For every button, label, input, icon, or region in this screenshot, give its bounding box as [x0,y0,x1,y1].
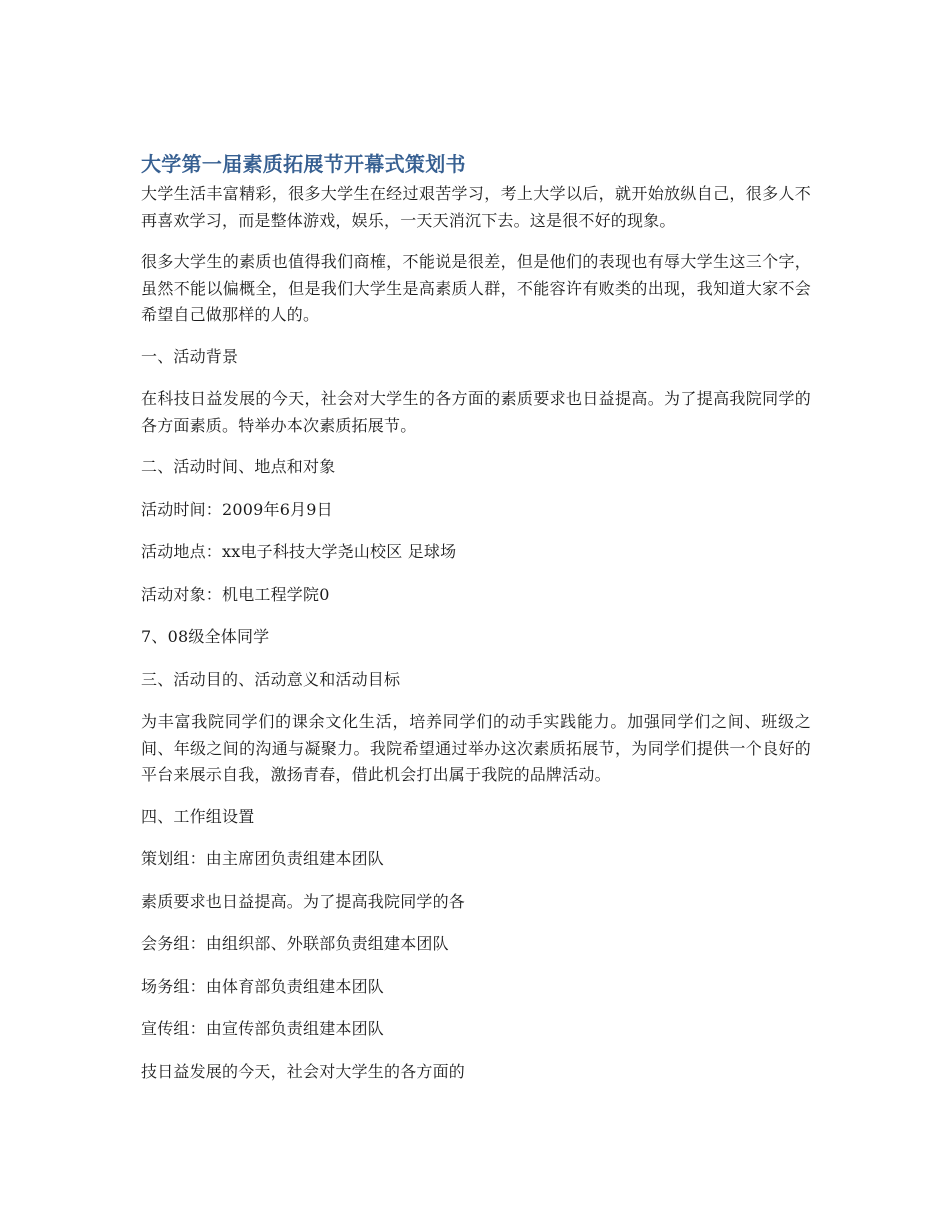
section-heading-background: 一、活动背景 [141,346,239,366]
intro-paragraph-1: 大学生活丰富精彩，很多大学生在经过艰苦学习，考上大学以后，就开始放纵自己，很多人不再喜欢学习，而是整体游戏，娱乐，一天天消沉下去。这是很不好的现象。 [141,184,811,230]
fragment-line-2: 技日益发展的今天，社会对大学生的各方面的 [141,1061,466,1081]
activity-time: 活动时间：2009年6月9日 [141,499,333,519]
background-paragraph: 在科技日益发展的今天，社会对大学生的各方面的素质要求也日益提高。为了提高我院同学的各方面素质。特举办本次素质拓展节。 [141,389,811,435]
activity-audience-continued: 7、08级全体同学 [141,627,270,646]
section-heading-workgroups: 四、工作组设置 [141,806,255,826]
workgroup-planning: 策划组：由主席团负责组建本团队 [141,849,385,868]
activity-audience: 活动对象：机电工程学院0 [141,584,330,604]
workgroup-publicity: 宣传组：由宣传部负责组建本团队 [141,1019,385,1038]
workgroup-affairs: 会务组：由组织部、外联部负责组建本团队 [141,934,449,953]
section-heading-time-place: 二、活动时间、地点和对象 [141,457,336,476]
activity-location: 活动地点：xx电子科技大学尧山校区 足球场 [141,542,457,561]
workgroup-venue: 场务组：由体育部负责组建本团队 [141,976,385,996]
purpose-paragraph: 为丰富我院同学们的课余文化生活，培养同学们的动手实践能力。加强同学们之间、班级之间、年级之间的沟通与凝聚力。我院希望通过举办这次素质拓展节，为同学们提供一个良好的平台来展示自我，激扬青春，借此机会打出属于我院的品牌活动。 [141,712,811,784]
section-heading-purpose: 三、活动目的、活动意义和活动目标 [141,669,401,689]
document-page [141,150,811,1101]
fragment-line-1: 素质要求也日益提高。为了提高我院同学的各 [141,891,466,911]
intro-paragraph-2: 很多大学生的素质也值得我们商榷，不能说是很差，但是他们的表现也有辱大学生这三个字，虽然不能以偏概全，但是我们大学生是高素质人群，不能容许有败类的出现，我知道大家不会希望自己做那样的人的。 [141,252,811,324]
document-title: 大学第一届素质拓展节开幕式策划书 [141,152,466,176]
